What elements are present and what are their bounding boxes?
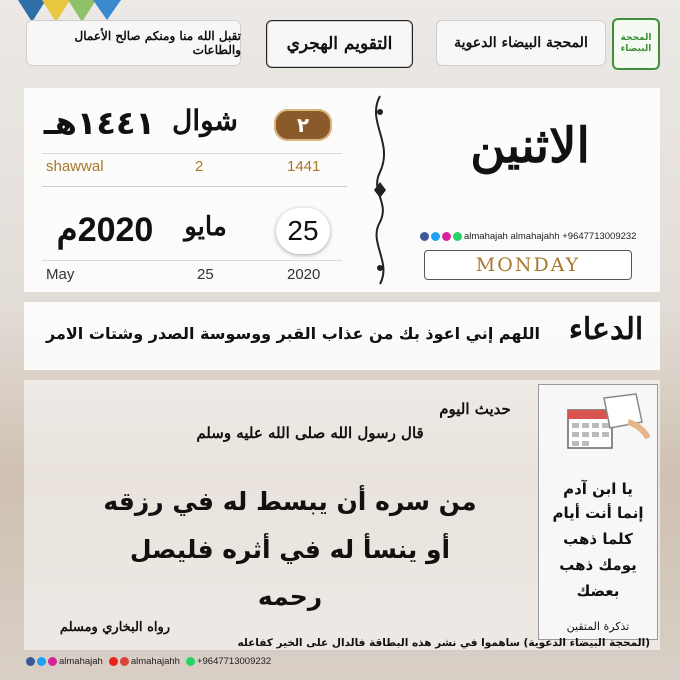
twitter-icon xyxy=(431,232,440,241)
header-center-banner xyxy=(266,20,413,68)
footer-handle-2: almahajah xyxy=(59,656,103,667)
social-handles-text: almahajah almahajahh +9647713009232 xyxy=(464,231,637,242)
footer-handle-1: almahajahh xyxy=(130,656,180,667)
hijri-divider xyxy=(42,153,342,154)
hadith-source: رواه البخاري ومسلم xyxy=(59,620,171,635)
row-separator xyxy=(42,186,347,187)
facebook-icon xyxy=(420,232,429,241)
gregorian-day: 25 xyxy=(287,215,319,246)
instagram-icon xyxy=(442,232,451,241)
header-left-banner xyxy=(26,20,241,66)
hijri-day-en: 2 xyxy=(195,158,204,175)
ornament-divider xyxy=(356,92,404,288)
header-left-text: تقبل الله منا ومنكم صالح الأعمال والطاعات xyxy=(74,29,241,57)
hadith-line-3: رحمه xyxy=(257,582,323,611)
hijri-day-ar: ٢ xyxy=(296,113,310,137)
gregorian-day-badge xyxy=(276,208,330,254)
hadith-intro: قال رسول الله صلى الله عليه وسلم xyxy=(196,424,424,442)
hadith-line-1: من سره أن يبسط له في رزقه xyxy=(103,487,477,516)
instagram-icon xyxy=(48,657,57,666)
youtube-icon xyxy=(109,657,118,666)
bunting-flag xyxy=(68,0,96,22)
gregorian-year-ar: 2020م xyxy=(56,211,154,249)
gregorian-day-small: 25 xyxy=(197,266,214,283)
hijri-day-badge xyxy=(274,109,332,141)
bunting-flag xyxy=(42,0,70,22)
hijri-year-ar: ١٤٤١هـ xyxy=(43,104,155,142)
reminder-line-3: كلما ذهب xyxy=(563,530,633,548)
reminder-line-4: يومك ذهب xyxy=(559,556,637,574)
dua-text: اللهم إني اعوذ بك من عذاب القبر ووسوسة الصدر وشتات الامر xyxy=(46,324,540,343)
reminder-line-5: بعضك xyxy=(576,582,620,600)
weekday-en-box xyxy=(424,250,632,280)
reminder-line-2: إنما أنت أيام xyxy=(552,504,644,522)
brand-logo-text: المحجة البيضاء xyxy=(620,33,652,54)
brand-logo xyxy=(612,18,660,70)
header-center-text: التقويم الهجري xyxy=(286,34,393,54)
hijri-month-en: shawwal xyxy=(46,158,104,175)
hadith-line-2: أو ينسأ له في أثره فليصل xyxy=(129,535,451,564)
bunting-flag xyxy=(93,0,121,20)
facebook-icon xyxy=(26,657,35,666)
gregorian-month-en: May xyxy=(46,266,75,283)
header-right-text: المحجة البيضاء الدعوية xyxy=(454,35,588,51)
reminder-line-1: يا ابن آدم xyxy=(563,480,633,498)
hijri-year-en: 1441 xyxy=(287,158,321,175)
social-handles-top xyxy=(420,231,636,242)
hijri-month-ar: شوال xyxy=(171,104,239,137)
whatsapp-icon xyxy=(186,657,195,666)
header-right-banner xyxy=(436,20,606,66)
weekday-ar: الاثنين xyxy=(470,118,590,174)
gregorian-month-ar: مايو xyxy=(184,212,227,242)
google-icon xyxy=(120,657,129,666)
twitter-icon xyxy=(37,657,46,666)
footer-text: (المحجة البيضاء الدعوية) ساهموا في نشر هذه البطاقة فالدال على الخير كفاعله xyxy=(237,637,650,649)
gregorian-year-small: 2020 xyxy=(287,266,321,283)
footer-phone: +9647713009232 xyxy=(196,656,272,667)
reminder-title: تذكرة المتقين xyxy=(566,620,630,633)
weekday-en: MONDAY xyxy=(475,254,581,276)
whatsapp-icon xyxy=(453,232,462,241)
gregorian-divider xyxy=(42,260,342,261)
dua-title: الدعاء xyxy=(568,312,644,347)
hadith-title: حديث اليوم xyxy=(439,400,511,418)
footer-social xyxy=(26,656,271,667)
calendar-icon xyxy=(558,392,650,458)
